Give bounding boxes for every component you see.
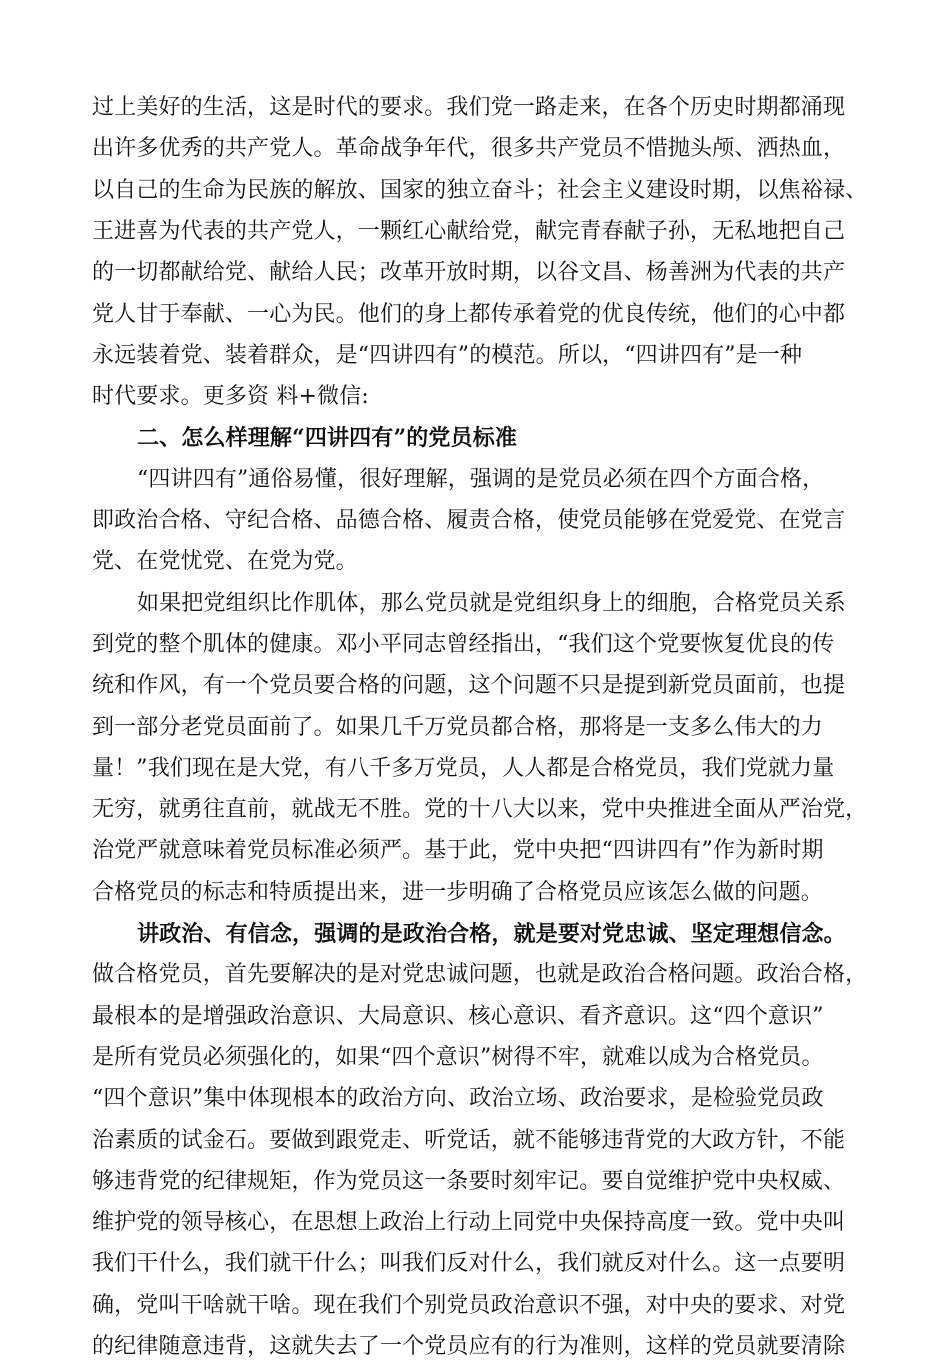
text-line: 维护党的领导核心，在思想上政治上行动上同党中央保持高度一致。党中央叫 [92,1210,846,1235]
text-line: 做合格党员，首先要解决的是对党忠诚问题，也就是政治合格问题。政治合格， [92,962,868,987]
text-line: 到党的整个肌体的健康。邓小平同志曾经指出，“我们这个党要恢复优良的传 [92,632,835,657]
text-line: 的纪律随意违背，这就失去了一个党员应有的行为准则，这样的党员就要清除 [92,1334,846,1359]
text-line: 时代要求。更多资 料+微信: [92,384,369,409]
text-line: 合格党员的标志和特质提出来，进一步明确了合格党员应该怎么做的问题。 [92,880,823,905]
text-line: 量！”我们现在是大党，有八千多万党员，人人都是合格党员，我们党就力量 [92,756,835,781]
text-line: 最根本的是增强政治意识、大局意识、核心意识、看齐意识。这“四个意识” [92,1004,824,1029]
text-line: 治素质的试金石。要做到跟党走、听党话，就不能够违背党的大政方针，不能 [92,1128,846,1153]
text-line: 出许多优秀的共产党人。革命战争年代，很多共产党员不惜抛头颅、洒热血， [92,136,846,161]
text-line: 王进喜为代表的共产党人，一颗红心献给党，献完青春献子孙，无私地把自己 [92,219,846,244]
text-line: 即政治合格、守纪合格、品德合格、履责合格，使党员能够在党爱党、在党言 [92,508,846,533]
text-line: 党人甘于奉献、一心为民。他们的身上都传承着党的优良传统，他们的心中都 [92,302,846,327]
text-line: 确，党叫干啥就干啥。现在我们个别党员政治意识不强，对中央的要求、对党 [92,1293,846,1318]
text-line: “四讲四有”通俗易懂，很好理解，强调的是党员必须在四个方面合格， [137,467,825,492]
text-line: 是所有党员必须强化的，如果“四个意识”树得不牢，就难以成为合格党员。 [92,1045,824,1070]
text-line: 过上美好的生活，这是时代的要求。我们党一路走来，在各个历史时期都涌现 [92,95,846,120]
text-line: 够违背党的纪律规矩，作为党员这一条要时刻牢记。要自觉维护党中央权威、 [92,1169,846,1194]
text-line: 如果把党组织比作肌体，那么党员就是党组织身上的细胞，合格党员关系 [137,591,846,616]
text-line: 我们干什么，我们就干什么；叫我们反对什么，我们就反对什么。这一点要明 [92,1251,846,1276]
section-heading: 二、怎么样理解“四讲四有”的党员标准 [137,425,518,451]
text-line: 以自己的生命为民族的解放、国家的独立奋斗；社会主义建设时期，以焦裕禄、 [92,178,868,203]
text-line: “四个意识”集中体现根本的政治方向、政治立场、政治要求，是检验党员政 [92,1086,824,1111]
bold-lead-sentence: 讲政治、有信念，强调的是政治合格，就是要对党忠诚、坚定理想信念。 [137,921,846,947]
text-line: 统和作风，有一个党员要合格的问题，这个问题不只是提到新党员面前，也提 [92,673,846,698]
text-line: 无穷，就勇往直前，就战无不胜。党的十八大以来，党中央推进全面从严治党， [92,797,868,822]
text-line: 治党严就意味着党员标准必须严。基于此，党中央把“四讲四有”作为新时期 [92,838,824,863]
text-line: 的一切都献给党、献给人民；改革开放时期，以谷文昌、杨善洲为代表的共产 [92,260,846,285]
text-line: 永远装着党、装着群众，是“四讲四有”的模范。所以，“四讲四有”是一种 [92,343,803,368]
text-line: 党、在党忧党、在党为党。 [92,549,358,574]
text-line: 到一部分老党员面前了。如果几千万党员都合格，那将是一支多么伟大的力 [92,715,823,740]
